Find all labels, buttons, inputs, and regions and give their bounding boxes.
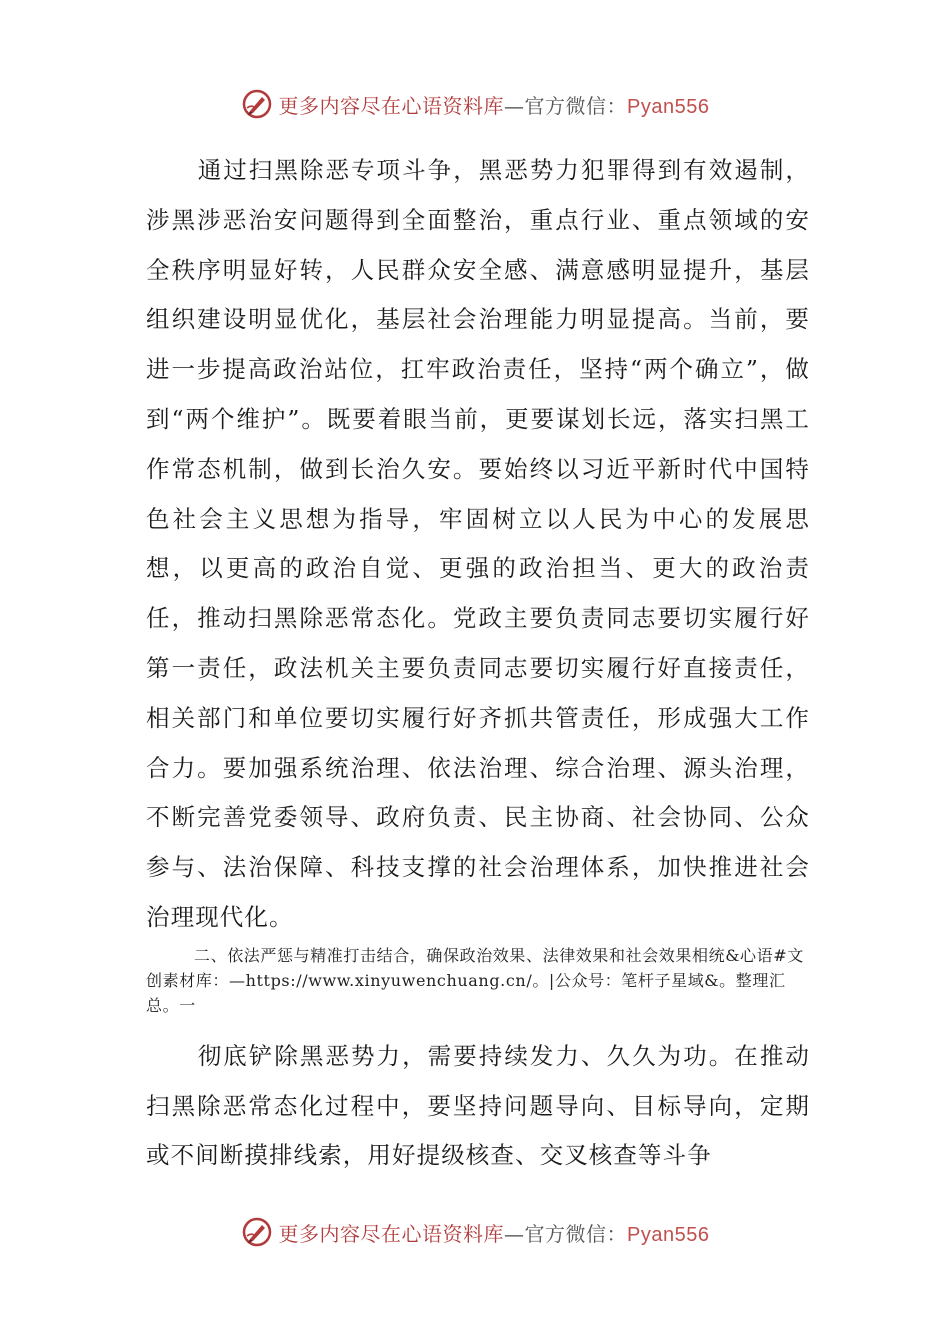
footer-banner-separator: — xyxy=(504,1221,525,1246)
paragraph-1: 通过扫黑除恶专项斗争，黑恶势力犯罪得到有效遏制，涉黑涉恶治安问题得到全面整治，重点行业、重点领域的安全秩序明显好转，人民群众安全感、满意感明显提升，基层组织建设明显优化，基层社会治理能力明显提高。当前，要进一步提高政治站位，扛牢政治责任，坚持“两个确立”，做到“两个维护”。既要着眼当前，更要谋划长远，落实扫黑工作常态机制，做到长治久安。要始终以习近平新时代中国特色社会主义思想为指导，牢固树立以人民为中心的发展思想，以更高的政治自觉、更强的政治担当、更大的政治责任，推动扫黑除恶常态化。党政主要负责同志要切实履行好第一责任，政法机关主要负责同志要切实履行好直接责任，相关部门和单位要切实履行好齐抓共管责任，形成强大工作合力。要加强系统治理、依法治理、综合治理、源头治理，不断完善党委领导、政府负责、民主协商、社会协同、公众参与、法治保障、科技支撑的社会治理体系，加快推进社会治理现代化。 xyxy=(146,156,810,931)
header-banner-separator: — xyxy=(504,93,525,118)
header-banner xyxy=(0,84,950,124)
footer-banner-text xyxy=(279,1218,710,1247)
header-banner-main: 更多内容尽在心语资料库 xyxy=(278,93,505,118)
pen-logo-icon xyxy=(241,88,273,120)
footer-banner xyxy=(0,1212,950,1252)
footer-banner-wechat-id: Pyan556 xyxy=(627,1223,710,1246)
footer-banner-wechat-label: 官方微信： xyxy=(524,1221,628,1246)
header-banner-text xyxy=(279,90,710,119)
header-banner-wechat-label: 官方微信： xyxy=(524,93,628,118)
document-body xyxy=(146,146,810,1181)
paragraph-2: 彻底铲除黑恶势力，需要持续发力、久久为功。在推动扫黑除恶常态化过程中，要坚持问题导向、目标导向，定期或不间断摸排线索，用好提级核查、交叉核查等斗争 xyxy=(146,1041,810,1170)
header-banner-wechat-id: Pyan556 xyxy=(627,95,710,118)
section-heading-2: 二、依法严惩与精准打击结合，确保政治效果、法律效果和社会效果相统&心语#文创素材库：—https://www.xinyuwenchuang.cn/。|公众号：笔杆子星域&。整理汇总。一 xyxy=(146,945,804,1015)
footer-banner-main: 更多内容尽在心语资料库 xyxy=(278,1221,505,1246)
pen-logo-icon xyxy=(241,1216,273,1248)
